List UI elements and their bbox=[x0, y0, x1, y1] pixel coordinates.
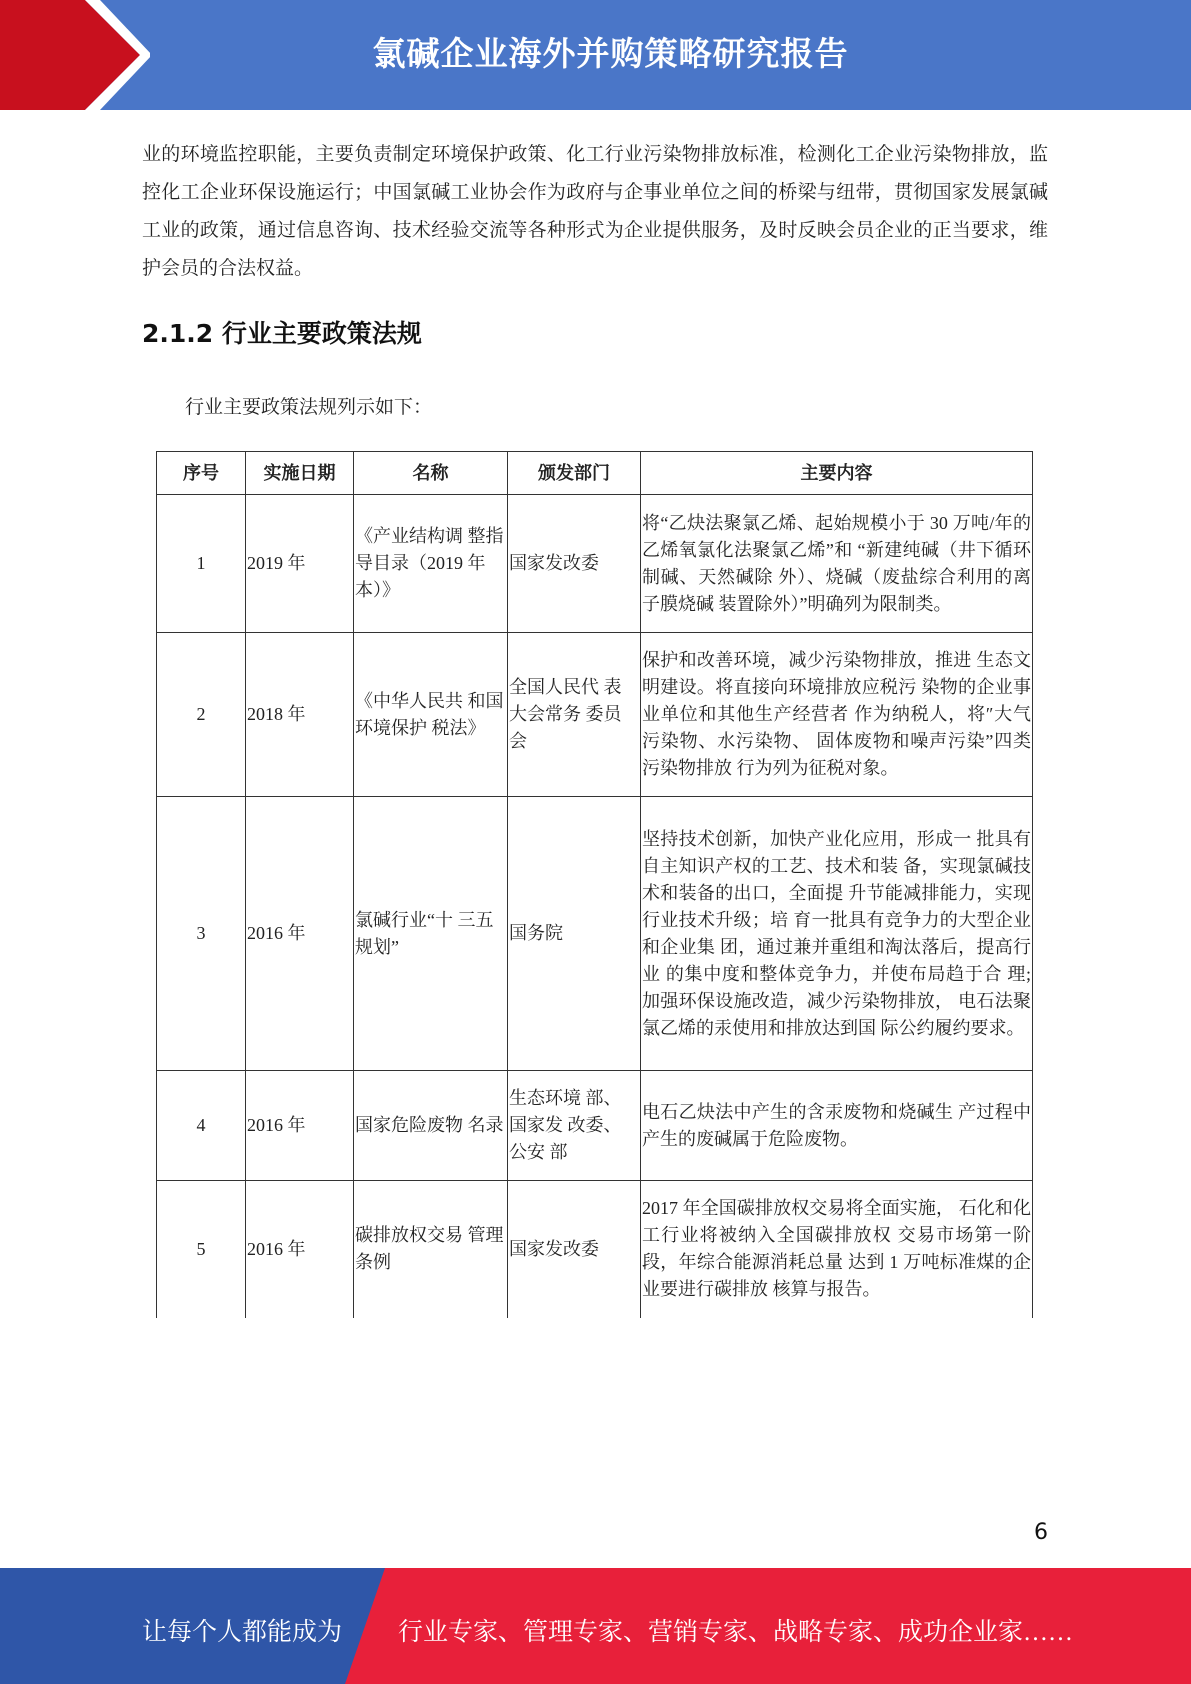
cell-date: 2016 年 bbox=[246, 797, 354, 1071]
cell-name: 《产业结构调 整指导目录（2019 年本）》 bbox=[354, 495, 508, 633]
cell-content: 保护和改善环境，减少污染物排放，推进 生态文明建设。将直接向环境排放应税污 染物的企业事业单位和其他生产经营者 作为纳税人，将″大气污染物、水污染物、 固体废物和噪声污染”四类污染物排放 行为列为征税对象。 bbox=[641, 633, 1033, 797]
cell-name: 碳排放权交易 管理条例 bbox=[354, 1181, 508, 1318]
page-footer bbox=[0, 1568, 1191, 1684]
cell-name: 国家危险废物 名录 bbox=[354, 1071, 508, 1181]
cell-date: 2019 年 bbox=[246, 495, 354, 633]
cell-date: 2018 年 bbox=[246, 633, 354, 797]
footer-slogan-left: 让每个人都能成为 bbox=[142, 1619, 343, 1646]
cell-content: 2017 年全国碳排放权交易将全面实施， 石化和化工行业将被纳入全国碳排放权 交易市场第一阶段，年综合能源消耗总量 达到 1 万吨标准煤的企业要进行碳排放 核算与报告。 bbox=[641, 1181, 1033, 1318]
header-no: 序号 bbox=[157, 452, 246, 495]
cell-no: 1 bbox=[157, 495, 246, 633]
cell-date: 2016 年 bbox=[246, 1181, 354, 1318]
table-row bbox=[157, 495, 1033, 633]
header-content: 主要内容 bbox=[641, 452, 1033, 495]
header-dept: 颁发部门 bbox=[508, 452, 641, 495]
cell-name: 氯碱行业“十 三五规划” bbox=[354, 797, 508, 1071]
table-row bbox=[157, 1181, 1033, 1318]
page-header bbox=[0, 0, 1191, 110]
header-date: 实施日期 bbox=[246, 452, 354, 495]
cell-no: 2 bbox=[157, 633, 246, 797]
table-row bbox=[157, 1071, 1033, 1181]
header-name: 名称 bbox=[354, 452, 508, 495]
cell-content: 电石乙炔法中产生的含汞废物和烧碱生 产过程中产生的废碱属于危险废物。 bbox=[641, 1071, 1033, 1181]
table-intro: 行业主要政策法规列示如下： bbox=[185, 397, 433, 418]
policy-table bbox=[156, 451, 1033, 1318]
section-heading: 2.1.2 行业主要政策法规 bbox=[142, 319, 422, 348]
cell-dept: 生态环境 部、国家发 改委、公安 部 bbox=[508, 1071, 641, 1181]
report-title: 氯碱企业海外并购策略研究报告 bbox=[372, 34, 849, 73]
cell-dept: 国家发改委 bbox=[508, 495, 641, 633]
footer-slogan-right: 行业专家、管理专家、营销专家、战略专家、成功企业家…… bbox=[398, 1619, 1074, 1646]
cell-dept: 国务院 bbox=[508, 797, 641, 1071]
table-header-row bbox=[157, 452, 1033, 495]
cell-dept: 全国人民代 表大会常务 委员会 bbox=[508, 633, 641, 797]
cell-date: 2016 年 bbox=[246, 1071, 354, 1181]
body-paragraph: 业的环境监控职能，主要负责制定环境保护政策、化工行业污染物排放标准，检测化工企业污染物排放，监控化工企业环保设施运行；中国氯碱工业协会作为政府与企事业单位之间的桥梁与纽带，贯彻国家发展氯碱工业的政策，通过信息咨询、技术经验交流等各种形式为企业提供服务，及时反映会员企业的正当要求，维护会员的合法权益。 bbox=[142, 144, 1048, 279]
page-number: 6 bbox=[1034, 1520, 1048, 1545]
table-row bbox=[157, 633, 1033, 797]
cell-no: 3 bbox=[157, 797, 246, 1071]
cell-no: 4 bbox=[157, 1071, 246, 1181]
cell-no: 5 bbox=[157, 1181, 246, 1318]
cell-content: 将“乙炔法聚氯乙烯、起始规模小于 30 万吨/年的乙烯氧氯化法聚氯乙烯”和 “新建纯碱（井下循环制碱、天然碱除 外）、烧碱（废盐综合利用的离子膜烧碱 装置除外）”明确列为限制类。 bbox=[641, 495, 1033, 633]
cell-content: 坚持技术创新，加快产业化应用，形成一 批具有自主知识产权的工艺、技术和装 备，实现氯碱技术和装备的出口，全面提 升节能减排能力，实现行业技术升级；培 育一批具有竞争力的大型企业和企业集 团，通过兼并重组和淘汰落后，提高行业 的集中度和整体竞争力，并使布局趋于合 理;加强环保设施改造，减少污染物排放， 电石法聚氯乙烯的汞使用和排放达到国 际公约履约要求。 bbox=[641, 797, 1033, 1071]
cell-name: 《中华人民共 和国环境保护 税法》 bbox=[354, 633, 508, 797]
table-row bbox=[157, 797, 1033, 1071]
cell-dept: 国家发改委 bbox=[508, 1181, 641, 1318]
